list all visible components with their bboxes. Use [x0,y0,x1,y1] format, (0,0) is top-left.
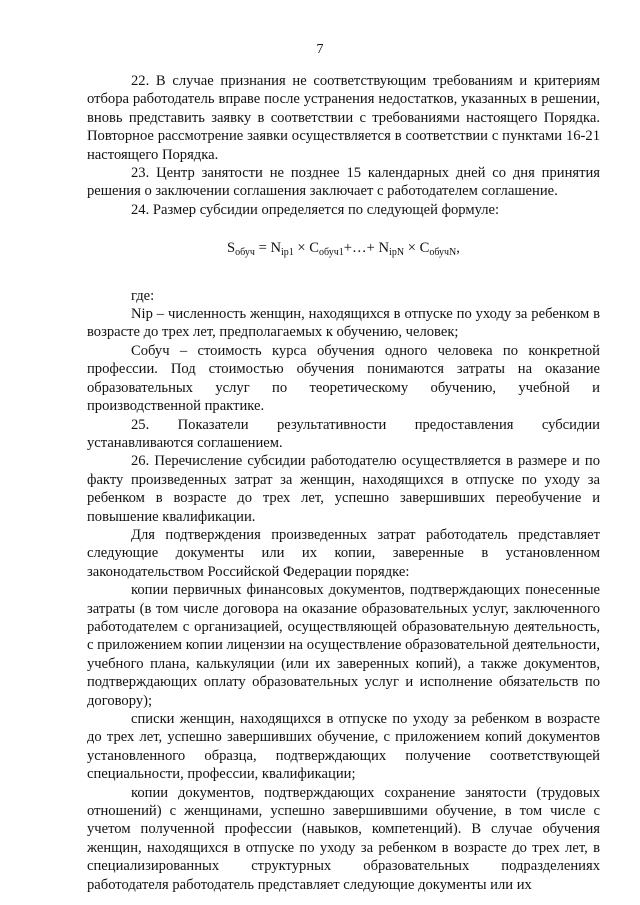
document-item-employment: копии документов, подтверждающих сохранение занятости (трудовых отношений) с женщинами, успешно завершившими обучение, в том числе с учетом полученной профессии (навыков, компетенций). В случае обучения женщин, находящихся в отпуске по уходу за ребенком в возрасте до трех лет, в специализированных структурных образовательных подразделениях работодателя работодатель представляет следующие документы или их [87,784,600,893]
formula-s: S [227,240,236,257]
formula-end: , [456,240,460,257]
definition-cobuch: Cобуч – стоимость курса обучения одного человека по конкретной профессии. Под стоимостью обучения понимаются затраты на оказание образовательных услуг по теоретическому обучению, учебной и производственной практике. [87,342,600,415]
formula-times1: × C [293,240,320,257]
formula-cn-sub: обучN [429,247,457,259]
document-item-financial: копии первичных финансовых документов, подтверждающих понесенные затраты (в том числе договора на оказание образовательных услуг, заключенного работодателем с организацией, осуществляющей образовательную деятельность, с приложением копии лицензии на осуществление образовательной деятельности, учебного плана, калькуляции (или их заверенных копий), а также документов, подтверждающих оплату образовательных услуг и исполнение обязательств по договору); [87,582,600,709]
formula-eq: = N [254,240,281,257]
subsidy-formula [87,239,600,262]
formula-times2: × C [404,240,430,257]
document-item-lists: списки женщин, находящихся в отпуске по уходу за ребенком в возрасте до трех лет, успешно завершивших обучение, с приложением копий документов установленного образца, подтверждающих получение соответствующей специальности, профессии, квалификации; [87,711,600,783]
paragraph-25: 25. Показатели результативности предоставления субсидии устанавливаются соглашением. [87,416,600,451]
paragraph-24: 24. Размер субсидии определяется по следующей формуле: [131,201,500,218]
documents-intro: Для подтверждения произведенных затрат работодатель представляет следующие документы или их копии, заверенные в установленном законодательством Российской Федерации порядке: [87,526,600,580]
definition-nip: Nip – численность женщин, находящихся в отпуске по уходу за ребенком в возрасте до трех лет, предполагаемых к обучению, человек; [87,306,600,341]
page-number: 7 [316,42,324,57]
paragraph-22: 22. В случае признания не соответствующим требованиям и критериям отбора работодатель вправе после устранения недостатков, указанных в решении, вновь представить заявку в соответствии с требованиями настоящего Порядка. Повторное рассмотрение заявки осуществляется в соответствии с пунктами 16-21 настоящего Порядка. [87,73,600,163]
formula-mid: +…+ N [343,240,390,257]
formula-c1-sub: обуч1 [319,247,344,259]
formula-n1-sub: ip1 [281,247,294,259]
formula-nn-sub: ipN [389,247,405,259]
where-label: где: [131,287,155,304]
paragraph-23: 23. Центр занятости не позднее 15 календарных дней со дня принятия решения о заключении соглашения заключает с работодателем соглашение. [87,165,600,200]
document-body [87,72,600,894]
formula-s-sub: обуч [235,247,255,259]
paragraph-26: 26. Перечисление субсидии работодателю осуществляется в размере и по факту произведенных затрат за женщин, находящихся в отпуске по уходу за ребенком в возрасте до трех лет, успешно завершивших переобучение и повышение квалификации. [87,453,600,525]
